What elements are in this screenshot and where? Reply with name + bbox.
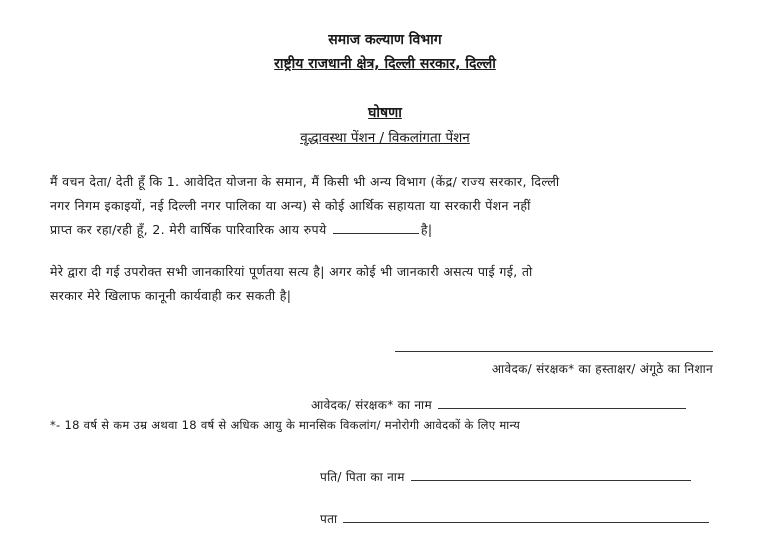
applicant-name-label: आवेदक/ संरक्षक* का नाम	[311, 398, 432, 412]
income-text: प्राप्त कर रहा/रही हूँ, 2. मेरी वार्षिक पारिवारिक आय रुपये	[50, 222, 327, 237]
undertaking-paragraph	[50, 170, 559, 242]
undertaking-line-1: मैं वचन देता/ देती हूँ कि 1. आवेदित योजना के समान, मैं किसी भी अन्य विभाग (केंद्र/ राज्य सरकार, दिल्ली	[50, 174, 560, 189]
address-blank[interactable]	[343, 521, 709, 523]
truth-line-1: मेरे द्वारा दी गई उपरोक्त सभी जानकारियां पूर्णतया सत्य है| अगर कोई भी जानकारी असत्य पाई गई, तो	[50, 264, 533, 279]
footnote: *- 18 वर्ष से कम उम्र अथवा 18 वर्ष से अधिक आयु के मानसिक विकलांग/ मनोरोगी आवेदकों के लिए मान्य	[50, 418, 521, 432]
annual-income-blank[interactable]	[333, 221, 419, 234]
department-heading: समाज कल्याण विभाग	[328, 32, 442, 48]
father-name-blank[interactable]	[411, 479, 691, 481]
scheme-subtitle: वृद्धावस्था पेंशन / विकलांगता पेंशन	[300, 130, 470, 146]
applicant-name-field	[311, 396, 686, 413]
applicant-name-blank[interactable]	[438, 407, 686, 409]
father-name-field	[320, 468, 691, 485]
address-label: पता	[320, 512, 338, 526]
government-heading: राष्ट्रीय राजधानी क्षेत्र, दिल्ली सरकार, दिल्ली	[274, 56, 496, 72]
undertaking-line-3	[50, 218, 559, 242]
address-field	[320, 510, 709, 527]
truth-statement-paragraph	[50, 260, 533, 308]
signature-caption: आवेदक/ संरक्षक* का हस्ताक्षर/ अंगूठे का निशान	[491, 362, 713, 376]
income-suffix: है|	[420, 222, 433, 237]
undertaking-line-2: नगर निगम इकाइयों, नई दिल्ली नगर पालिका या अन्य) से कोई आर्थिक सहायता या सरकारी पेंशन नहीं	[50, 198, 531, 213]
father-name-label: पति/ पिता का नाम	[320, 470, 405, 484]
signature-line[interactable]	[395, 351, 713, 352]
declaration-title: घोषणा	[368, 105, 402, 121]
truth-line-2: सरकार मेरे खिलाफ कानूनी कार्यवाही कर सकती है|	[50, 288, 292, 303]
